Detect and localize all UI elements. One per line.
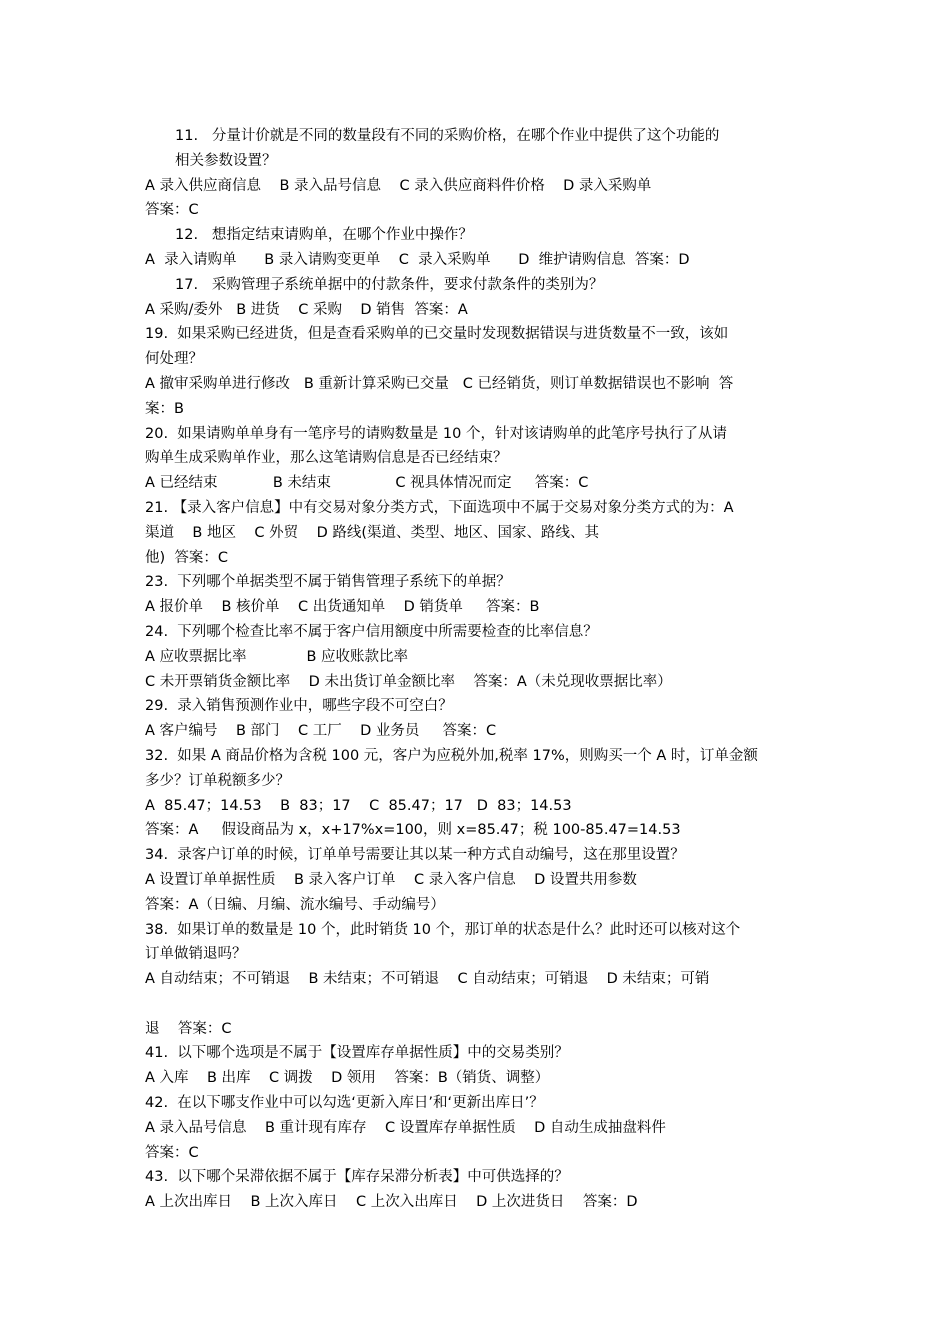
question-38-line-2: 订单做销退吗？ [145, 946, 247, 963]
question-17-options: A 采购/委外 B 进货 C 采购 D 销售 答案：A [145, 301, 468, 318]
question-11-answer: 答案：C [145, 202, 199, 219]
question-11-line-2: 相关参数设置？ [175, 152, 277, 169]
question-43-text: 43. 以下哪个呆滞依据不属于【库存呆滞分析表】中可供选择的？ [145, 1169, 569, 1186]
question-32-options: A 85.47；14.53 B 83；17 C 85.47；17 D 83；14.53 [145, 797, 572, 814]
question-19-answer: 案：B [145, 400, 184, 417]
question-32-line-2: 多少？订单税额多少？ [145, 772, 290, 789]
question-42-text: 42. 在以下哪支作业中可以勾选‘更新入库日’和‘更新出库日’？ [145, 1095, 544, 1112]
question-11-line-1: 11. 分量计价就是不同的数量段有不同的采购价格，在哪个作业中提供了这个功能的 [175, 128, 720, 144]
question-32-answer: 答案：A 假设商品为 x，x+17%x=100，则 x=85.47；税 100-85.47=14.53 [145, 822, 681, 839]
question-21-line-1: 21. 【录入客户信息】中有交易对象分类方式，下面选项中不属于交易对象分类方式的为：A [145, 499, 734, 516]
question-32-line-1: 32. 如果 A 商品价格为含税 100 元，客户为应税外加,税率 17%，则购买一个 A 时，订单金额 [145, 747, 758, 764]
question-41-text: 41. 以下哪个选项是不属于【设置库存单据性质】中的交易类别？ [145, 1045, 569, 1062]
question-23-text: 23. 下列哪个单据类型不属于销售管理子系统下的单据？ [145, 574, 511, 591]
question-41-options: A 入库 B 出库 C 调拨 D 领用 答案：B（销货、调整） [145, 1070, 550, 1087]
question-21-line-2: 渠道 B 地区 C 外贸 D 路线(渠道、类型、地区、国家、路线、其 [145, 524, 600, 541]
question-11-options: A 录入供应商信息 B 录入品号信息 C 录入供应商料件价格 D 录入采购单 [145, 177, 652, 194]
blank-line [145, 992, 811, 1017]
question-38-line-1: 38. 如果订单的数量是 10 个，此时销货 10 个，那订单的状态是什么？此时还可以核对这个 [145, 921, 741, 938]
question-42-answer: 答案：C [145, 1144, 199, 1161]
question-23-options: A 报价单 B 核价单 C 出货通知单 D 销货单 答案：B [145, 599, 540, 616]
document-page [145, 124, 811, 1215]
question-21-answer: 他) 答案：C [145, 549, 228, 566]
question-19-line-2: 何处理？ [145, 351, 203, 368]
question-34-options: A 设置订单单据性质 B 录入客户订单 C 录入客户信息 D 设置共用参数 [145, 871, 637, 888]
question-38-answer: 退 答案：C [145, 1020, 232, 1037]
question-24-text: 24. 下列哪个检查比率不属于客户信用额度中所需要检查的比率信息？ [145, 623, 598, 640]
question-12-text: 12. 想指定结束请购单，在哪个作业中操作？ [175, 227, 473, 244]
question-20-line-2: 购单生成采购单作业，那么这笔请购信息是否已经结束？ [145, 450, 508, 467]
question-24-options-2: C 未开票销货金额比率 D 未出货订单金额比率 答案：A（未兑现收票据比率） [145, 673, 672, 690]
question-34-answer: 答案：A（日编、月编、流水编号、手动编号） [145, 896, 445, 913]
question-20-options: A 已经结束 B 未结束 C 视具体情况而定 答案：C [145, 475, 589, 492]
question-42-options: A 录入品号信息 B 重计现有库存 C 设置库存单据性质 D 自动生成抽盘料件 [145, 1119, 666, 1136]
question-12-options: A 录入请购单 B 录入请购变更单 C 录入采购单 D 维护请购信息 答案：D [145, 251, 690, 268]
question-19-line-1: 19. 如果采购已经进货，但是查看采购单的已交量时发现数据错误与进货数量不一致，该如 [145, 326, 729, 343]
question-20-line-1: 20. 如果请购单单身有一笔序号的请购数量是 10 个，针对该请购单的此笔序号执行了从请 [145, 425, 727, 442]
question-29-options: A 客户编号 B 部门 C 工厂 D 业务员 答案：C [145, 723, 497, 740]
question-34-text: 34. 录客户订单的时候，订单单号需要让其以某一种方式自动编号，这在那里设置？ [145, 847, 685, 864]
question-19-options: A 撤审采购单进行修改 B 重新计算采购已交量 C 已经销货，则订单数据错误也不影响 答 [145, 375, 734, 392]
question-24-options-1: A 应收票据比率 B 应收账款比率 [145, 648, 409, 665]
question-38-options: A 自动结束；不可销退 B 未结束；不可销退 C 自动结束；可销退 D 未结束；可销 [145, 971, 710, 988]
question-43-options: A 上次出库日 B 上次入库日 C 上次入出库日 D 上次进货日 答案：D [145, 1194, 638, 1211]
question-29-text: 29. 录入销售预测作业中，哪些字段不可空白？ [145, 698, 453, 715]
question-17-text: 17. 采购管理子系统单据中的付款条件，要求付款条件的类别为？ [175, 276, 604, 293]
